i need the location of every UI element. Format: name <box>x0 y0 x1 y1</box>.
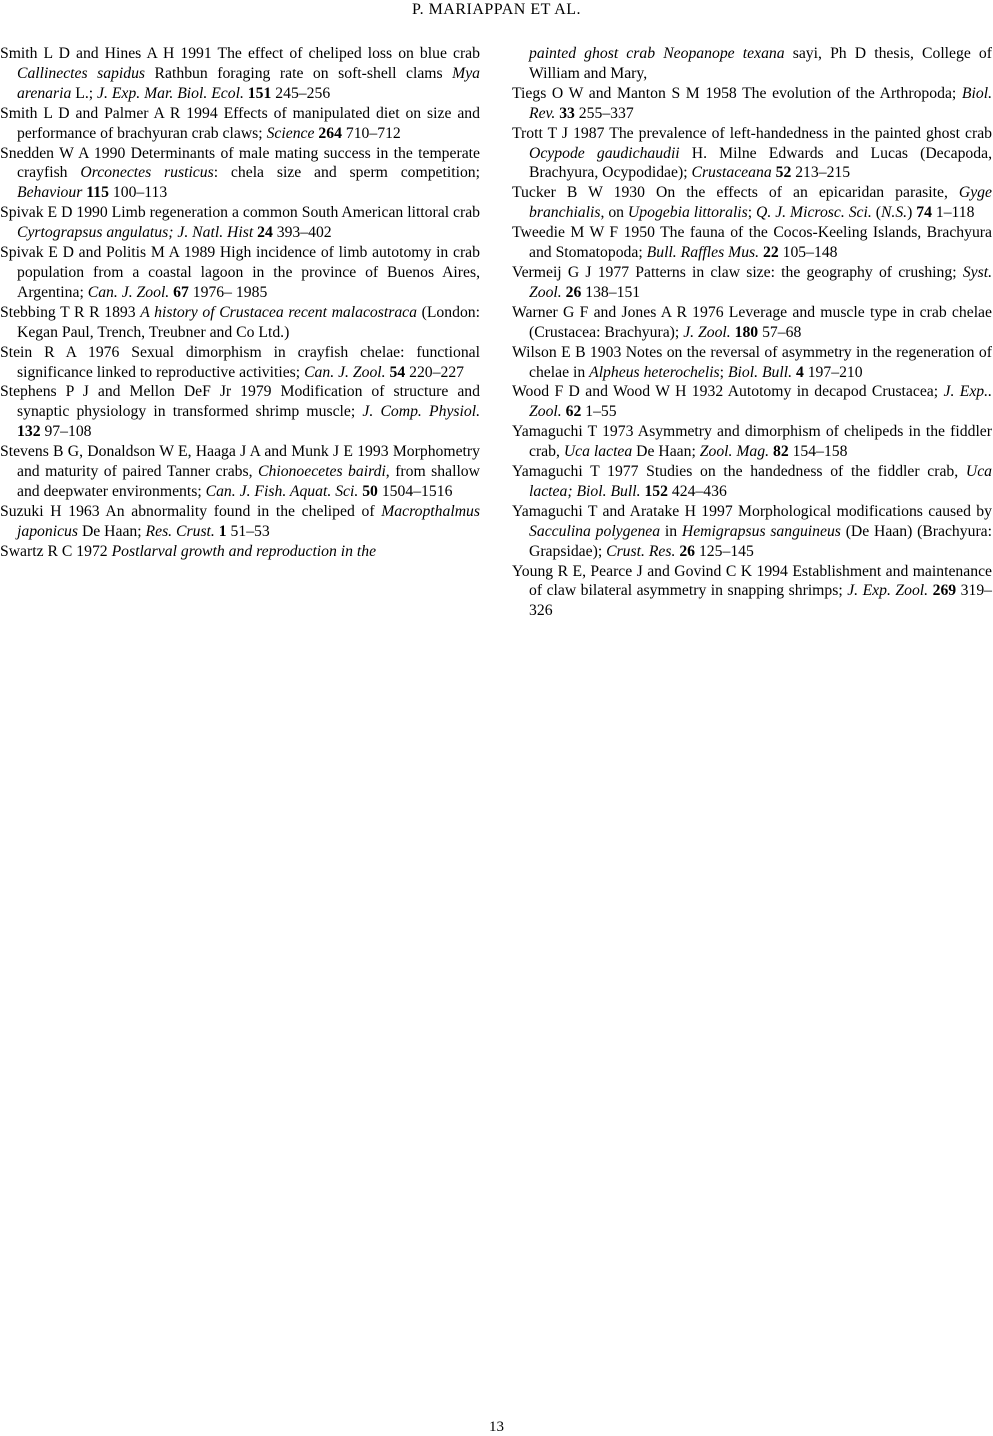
reference-text: ) <box>907 204 917 222</box>
reference-text: 220–227 <box>405 363 465 381</box>
reference-text: ( <box>871 204 881 222</box>
reference-text: Gyge branchialis <box>529 184 992 222</box>
reference-text: Uca lactea <box>563 443 633 461</box>
reference-entry <box>512 183 992 223</box>
reference-text: 50 <box>362 482 378 500</box>
reference-text: Can. J. Fish. Aquat. Sci. <box>205 482 359 500</box>
reference-text: 26 <box>565 283 582 301</box>
reference-text: Vermeij G J 1977 Patterns in claw size: the geography of crushing; <box>512 263 963 281</box>
reference-text: Stephens P J and Mellon DeF Jr 1979 Modification of structure and synaptic physiology in transformed shrimp muscle; <box>0 383 480 421</box>
reference-text: 1976– 1985 <box>188 283 268 301</box>
reference-text: Cyrtograpsus angulatus; J. Natl. Hist <box>17 224 254 242</box>
reference-entry <box>0 382 480 442</box>
reference-text: Syst. Zool. <box>529 263 992 301</box>
reference-text: Res. Crust. <box>145 522 215 540</box>
reference-text: 213–215 <box>791 164 851 182</box>
reference-entry <box>512 263 992 303</box>
reference-text: 54 <box>389 363 406 381</box>
reference-entry <box>0 104 480 144</box>
reference-text: Crust. Res. <box>606 542 676 560</box>
reference-text: Can. J. Zool. <box>87 283 170 301</box>
reference-text: J. Exp.. Zool. <box>529 383 992 421</box>
reference-text: 51–53 <box>226 522 270 540</box>
reference-text: 710–712 <box>341 124 401 142</box>
reference-text: 197–210 <box>803 363 863 381</box>
reference-text: 245–256 <box>271 84 331 102</box>
reference-text: Q. J. Microsc. Sci. <box>756 204 872 222</box>
reference-text: Bull. Raffles Mus. <box>646 244 760 262</box>
reference-entry <box>512 462 992 502</box>
reference-entry <box>0 442 480 502</box>
reference-text: 152 <box>644 482 668 500</box>
reference-text: 138–151 <box>581 283 641 301</box>
reference-text: Behaviour <box>17 184 83 202</box>
reference-text: Snedden W A 1990 Determinants of male mating success in the temperate crayfish <box>0 144 480 182</box>
running-header: P. MARIAPPAN ET AL. <box>411 1 582 18</box>
reference-text: 62 <box>565 403 582 421</box>
reference-text: 319–326 <box>529 582 993 620</box>
references-left-column <box>0 44 480 562</box>
reference-text: 154–158 <box>788 443 848 461</box>
reference-text: 424–436 <box>667 482 727 500</box>
reference-text: Biol. Rev. <box>529 84 992 122</box>
reference-text: 180 <box>734 323 759 341</box>
reference-text: Tucker B W 1930 On the effects of an epicaridan parasite, <box>512 184 959 202</box>
reference-text: 26 <box>679 542 696 560</box>
reference-entry <box>0 243 480 303</box>
reference-text: Tiegs O W and Manton S M 1958 The evolution of the Arthropoda; <box>512 84 962 102</box>
reference-text: Swartz R C 1972 <box>0 542 112 560</box>
reference-entry <box>512 382 992 422</box>
reference-text: Smith L D and Palmer A R 1994 Effects of manipulated diet on size and performance of brachyuran crab claws; <box>0 104 480 142</box>
reference-entry <box>512 343 992 383</box>
reference-text: 4 <box>795 363 804 381</box>
reference-text: 115 <box>86 184 109 202</box>
reference-text: ; <box>747 204 757 222</box>
reference-text: 1–55 <box>581 403 617 421</box>
reference-text: (De Haan) (Brachyura: Grapsidae); <box>529 522 993 560</box>
reference-text: Ocypode gaudichaudii <box>529 144 680 162</box>
reference-entry <box>512 562 992 622</box>
reference-entry <box>512 124 992 184</box>
reference-entry <box>0 542 480 562</box>
reference-text: Can. J. Zool. <box>304 363 386 381</box>
reference-text: Yamaguchi T 1977 Studies on the handedness of the fiddler crab, <box>512 463 966 481</box>
reference-text: 67 <box>173 283 189 301</box>
reference-text: Smith L D and Hines A H 1991 The effect of cheliped loss on blue crab <box>0 45 480 62</box>
reference-entry <box>512 84 992 124</box>
reference-entry <box>512 502 992 562</box>
reference-text: ; <box>719 363 728 381</box>
reference-text: Chionoecetes bairdi <box>258 463 386 481</box>
reference-entry <box>512 223 992 263</box>
reference-text: J. Zool. <box>683 323 731 341</box>
reference-text: Mya arenaria <box>17 64 480 102</box>
reference-text: 97–108 <box>40 423 92 441</box>
reference-text: 22 <box>763 244 779 262</box>
reference-text: Alpheus heterochelis <box>589 363 720 381</box>
reference-text: Wilson E B 1903 Notes on the reversal of asymmetry in the regeneration of chelae in <box>512 343 992 381</box>
reference-text: Macropthalmus japonicus <box>17 502 480 540</box>
reference-text: N.S. <box>880 204 908 222</box>
reference-text: Crustaceana <box>691 164 772 182</box>
reference-text: 151 <box>247 84 272 102</box>
reference-text: 1 <box>218 522 227 540</box>
references-right-column <box>512 44 992 621</box>
reference-entry <box>0 203 480 243</box>
reference-entry <box>512 422 992 462</box>
reference-text: Suzuki H 1963 An abnormality found in the cheliped of <box>0 502 382 520</box>
reference-text: , from shallow and deepwater environments; <box>17 463 480 500</box>
reference-text: 393–402 <box>272 224 332 242</box>
reference-text: De Haan; <box>78 522 146 540</box>
reference-text: 132 <box>17 423 41 441</box>
reference-text: Stevens B G, Donaldson W E, Haaga J A and Munk J E 1993 Morphometry and maturity of paired Tanner crabs, <box>0 443 480 481</box>
reference-text: Hemigrapsus sanguineus <box>681 522 841 540</box>
reference-text: Spivak E D 1990 Limb regeneration a common South American littoral crab <box>0 204 480 222</box>
reference-text: 24 <box>257 224 273 242</box>
reference-text: Upogebia littoralis <box>627 204 748 222</box>
reference-text: Warner G F and Jones A R 1976 Leverage and muscle type in crab chelae (Crustacea: Brachyura); <box>512 303 992 341</box>
reference-text: 264 <box>318 124 342 142</box>
reference-text: Callinectes sapidus <box>17 64 146 82</box>
reference-entry <box>0 144 480 204</box>
reference-text: J. Exp. Zool. <box>847 582 929 600</box>
reference-text: Stebbing T R R 1893 <box>0 303 141 321</box>
reference-entry <box>512 303 992 343</box>
reference-text: De Haan; <box>632 443 700 461</box>
reference-text: 82 <box>772 443 789 461</box>
reference-text: Sacculina polygenea <box>529 522 661 540</box>
reference-entry <box>0 44 480 104</box>
reference-text: 52 <box>775 164 792 182</box>
reference-text: 255–337 <box>574 104 634 122</box>
reference-text: Trott T J 1987 The prevalence of left-handedness in the painted ghost crab <box>512 124 992 142</box>
reference-text: Biol. Bull. <box>727 363 793 381</box>
reference-text: 105–148 <box>778 244 838 262</box>
reference-text: Postlarval growth and reproduction in the <box>111 542 377 560</box>
reference-text: Zool. Mag. <box>699 443 770 461</box>
reference-text: H. Milne Edwards and Lucas (Decapoda, Brachyura, Ocypodidae); <box>529 144 992 182</box>
reference-text: L.; <box>71 84 98 102</box>
reference-entry <box>0 303 480 343</box>
reference-entry <box>0 502 480 542</box>
reference-text: A history of Crustacea recent malacostraca <box>140 303 417 321</box>
reference-text: 269 <box>932 582 957 600</box>
reference-text: Uca lactea; Biol. Bull. <box>529 463 992 500</box>
page-number: 13 <box>489 1419 504 1435</box>
reference-text: in <box>660 522 682 540</box>
reference-text: sayi, Ph D thesis, College of William and Mary, <box>529 45 993 82</box>
reference-text: Orconectes rusticus <box>80 164 214 182</box>
reference-text: Tweedie M W F 1950 The fauna of the Cocos-Keeling Islands, Brachyura and Stomatopoda; <box>512 224 992 262</box>
reference-text: Rathbun foraging rate on soft-shell clams <box>145 64 453 82</box>
reference-text: 57–68 <box>758 323 802 341</box>
reference-text: 125–145 <box>695 542 754 560</box>
reference-text: Wood F D and Wood W H 1932 Autotomy in decapod Crustacea; <box>512 383 944 401</box>
reference-text: 74 <box>916 204 932 222</box>
reference-text: Yamaguchi T and Aratake H 1997 Morphological modifications caused by <box>512 502 992 520</box>
reference-text: Spivak E D and Politis M A 1989 High incidence of limb autotomy in crab population from a coastal lagoon in the province of Buenos Aires, Argentina; <box>0 244 480 301</box>
reference-text: J. Comp. Physiol. <box>362 403 480 421</box>
reference-text: (London: Kegan Paul, Trench, Treubner and Co Ltd.) <box>17 303 480 341</box>
reference-text: 1504–1516 <box>377 482 453 500</box>
reference-text: Science <box>266 124 315 142</box>
reference-text: 33 <box>559 104 575 122</box>
reference-entry <box>0 343 480 383</box>
reference-entry <box>512 44 992 84</box>
reference-text: Yamaguchi T 1973 Asymmetry and dimorphism of chelipeds in the fiddler crab, <box>512 423 992 461</box>
reference-text: painted ghost crab Neopanope texana <box>529 45 785 62</box>
reference-text: : chela size and sperm competition; <box>213 164 480 182</box>
reference-text: 100–113 <box>108 184 168 202</box>
reference-text: Young R E, Pearce J and Govind C K 1994 Establishment and maintenance of claw bilateral asymmetry in snapping shrimps; <box>512 562 992 600</box>
reference-text: Stein R A 1976 Sexual dimorphism in crayfish chelae: functional significance linked to reproductive activities; <box>0 343 480 381</box>
reference-text: , on <box>600 204 628 222</box>
reference-text: 1–118 <box>931 204 975 222</box>
reference-text: J. Exp. Mar. Biol. Ecol. <box>97 84 244 102</box>
